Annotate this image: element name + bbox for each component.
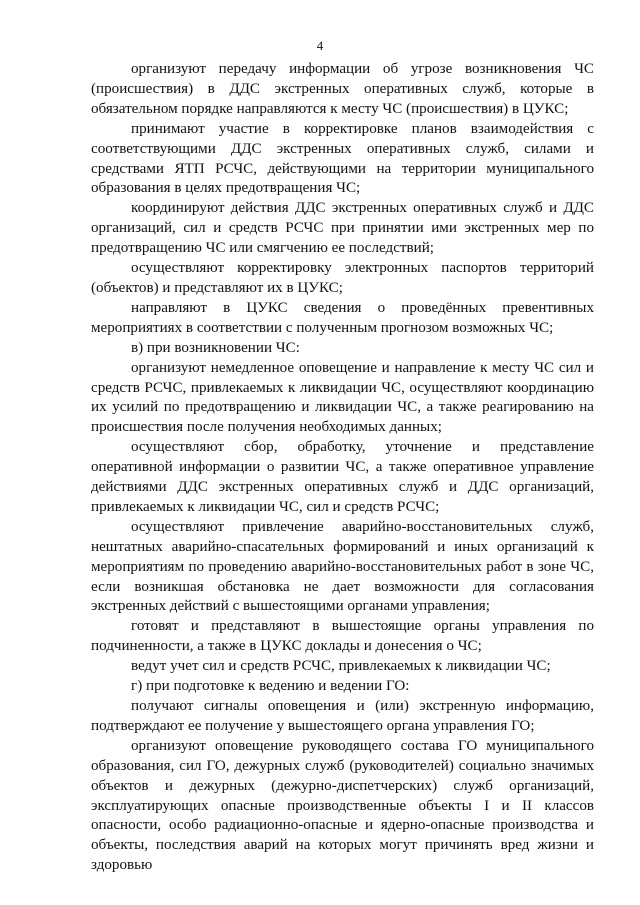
section-heading-g: г) при подготовке к ведению и ведении ГО: (131, 678, 410, 695)
section-heading-v: в) при возникновении ЧС: (131, 339, 300, 356)
paragraph: направляют в ЦУКС сведения о проведённых превентивных мероприятиях в соответствии с полученным прогнозом возможных ЧС; (91, 299, 594, 336)
page-number: 4 (316, 38, 324, 53)
document-body (91, 60, 594, 876)
paragraph: ведут учет сил и средств РСЧС, привлекаемых к ликвидации ЧС; (131, 658, 551, 675)
paragraph: организуют передачу информации об угрозе возникновения ЧС (происшествия) в ДДС экстренных оперативных служб, которые в обязательном порядке направляются к месту ЧС (происшествия) в ЦУКС; (91, 61, 594, 117)
paragraph: организуют немедленное оповещение и направление к месту ЧС сил и средств РСЧС, привлекаемых к ликвидации ЧС, осуществляют координацию их усилий по предотвращению и ликвидации ЧС, а также реагированию на происшествия после получения необходимых данных; (91, 359, 594, 436)
paragraph: получают сигналы оповещения и (или) экстренную информацию, подтверждают ее получение у вышестоящего органа управления ГО; (91, 698, 594, 734)
paragraph: координируют действия ДДС экстренных оперативных служб и ДДС организаций, сил и средств РСЧС при принятии ими экстренных мер по предотвращению ЧС или смягчению ее последствий; (91, 200, 594, 257)
paragraph: осуществляют привлечение аварийно-восстановительных служб, нештатных аварийно-спасательных формирований и иных организаций к мероприятиям по проведению аварийно-восстановительных работ в зоне ЧС, если возникшая обстановка не дает возможности для согласования экстренных действий с вышестоящими органами управления; (91, 518, 594, 615)
paragraph: осуществляют корректировку электронных паспортов территорий (объектов) и представляют их в ЦУКС; (91, 260, 594, 296)
paragraph: принимают участие в корректировке планов взаимодействия с соответствующими ДДС экстренных оперативных служб, силами и средствами ЯТП РСЧС, действующими на территории муниципального образования в целях предотвращения ЧС; (91, 120, 594, 197)
paragraph: осуществляют сбор, обработку, уточнение и представление оперативной информации о развитии ЧС, а также оперативное управление действиями ДДС экстренных оперативных служб и ДДС организаций, привлекаемых к ликвидации ЧС, сил и средств РСЧС; (91, 439, 594, 515)
paragraph: готовят и представляют в вышестоящие органы управления по подчиненности, а также в ЦУКС доклады и донесения о ЧС; (91, 618, 594, 655)
paragraph: организуют оповещение руководящего состава ГО муниципального образования, сил ГО, дежурных служб (руководителей) социально значимых объектов и дежурных (дежурно-диспетчерских) служб организаций, эксплуатирующих опасные производственные объекты I и II классов опасности, особо радиационно-опасные и ядерно-опасные производства и объекты, последствия аварий на которых могут причинять вред жизни и здоровью (91, 737, 594, 874)
